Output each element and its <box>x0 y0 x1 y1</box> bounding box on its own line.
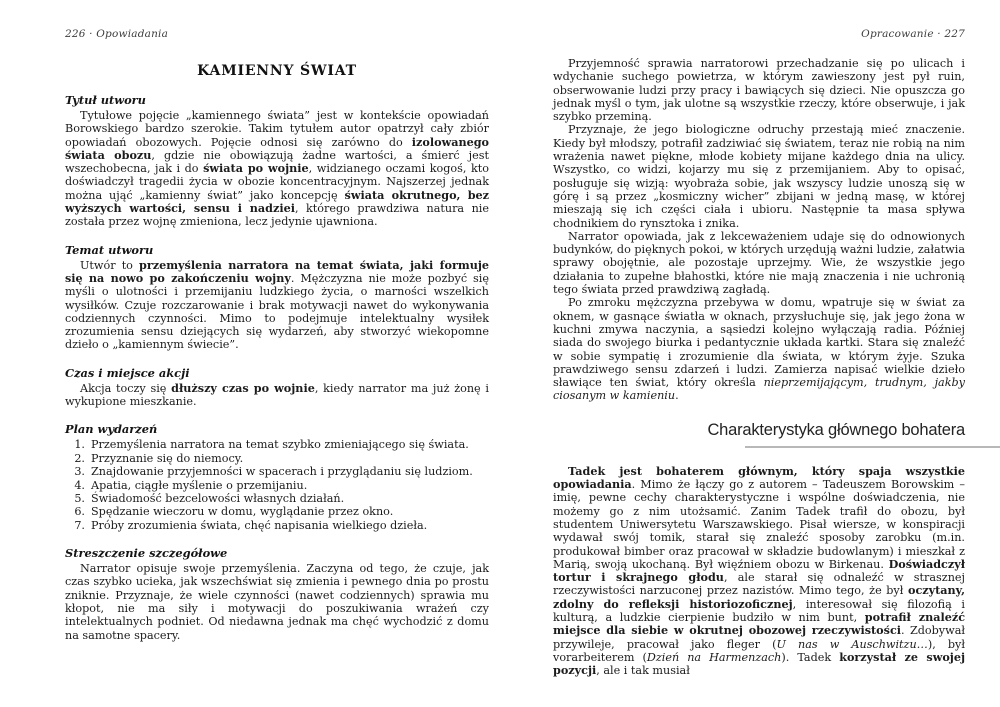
plan-list-item: 5. Świadomość bezcelowości własnych działań. <box>74 491 345 505</box>
page-left <box>65 28 489 642</box>
page-right <box>553 28 965 677</box>
paragraph-czas-i-miejsce: Akcja toczy się dłuższy czas po wojnie, kiedy narrator ma już żonę i wykupione mieszkanie. <box>65 380 489 409</box>
plan-list-item: 6. Spędzanie wieczoru w domu, wyglądanie przez okno. <box>74 505 394 519</box>
plan-list-item: 4. Apatia, ciągłe myślenie o przemijaniu. <box>74 478 308 492</box>
chapter-heading-charakterystyka: Charakterystyka głównego bohatera <box>707 420 965 439</box>
plan-list-item: 1. Przemyślenia narratora na temat szybko zmieniającego się świata. <box>74 438 469 452</box>
section-heading-streszczenie: Streszczenie szczegółowe <box>65 546 228 561</box>
plan-list-item: 3. Znajdowanie przyjemności w spacerach i przyglądaniu się ludziom. <box>74 465 473 479</box>
running-header-right: Opracowanie · 227 <box>861 28 965 40</box>
paragraph-tadek: Tadek jest bohaterem głównym, który spaja wszystkie opowiadania. Mimo że łączy go z autorem – Tadeuszem Borowskim – imię, pewne cechy charakterystyczne i wspólne doświadczenia, nie możemy go z nim utożsamić. Zanim Tadek trafił do obozu, był studentem Uniwersytetu Warszawskiego. Pisał wiersze, w konspiracji wydawał swój tomik, starał się znaleźć sposoby zarobku (m.in. produkował bimber oraz pracował w składzie budowlanym) i mieszkał z Marią, swoją ukochaną. Był więźniem obozu w Birkenau. Doświadczył tortur i skrajnego głodu, ale starał się odnaleźć w strasznej rzeczywistości narzuconej przez nazistów. Mimo tego, że był oczytany, zdolny do refleksji historiozoficznej, interesował się filozofią i kulturą, a ludzkie cierpienie budziło w nim bunt, potrafił znaleźć miejsce dla siebie w okrutnej obozowej rzeczywistości. Zdobywał przywileje, pracował jako fleger (U nas w Auschwitzu…), był vorarbeiterem (Dzień na Harmenzach). Tadek korzystał ze swojej pozycji, ale i tak musiał <box>553 463 966 678</box>
section-heading-temat-utworu: Temat utworu <box>65 242 154 257</box>
section-heading-plan-wydarzen: Plan wydarzeń <box>65 422 158 437</box>
running-header-left: 226 · Opowiadania <box>65 28 169 40</box>
section-heading-tytul-utworu: Tytuł utworu <box>65 93 146 107</box>
paragraph-odruchy: Przyznaje, że jego biologiczne odruchy przestają mieć znaczenie. Kiedy był młodszy, potrafił zadziwiać się światem, teraz nie robią na nim wrażenia nawet piękne, młode kobiety mijane każdego dnia na ulicy. Wszystko, co widzi, kojarzy mu się z przemijaniem. Aby to opisać, posługuje się wizją: wyobraża sobie, jak wszyscy ludzie unoszą się w górę i są przez „kosmiczny wicher” zbijani w jedną masę, w której mieszają się ich części ciała i ubioru. Następnie ta masa spływa chodnikiem do rynsztoka i znika. <box>553 123 965 230</box>
paragraph-tytul-utworu: Tytułowe pojęcie „kamiennego świata” jest w kontekście opowiadań Borowskiego bardzo szerokie. Takim tytułem autor opatrzył cały zbiór opowiadań obozowych. Pojęcie odnosi się zarówno do izolowanego świata obozu, gdzie nie obowiązują żadne wartości, a śmierć jest wszechobecna, jak i do świata po wojnie, widzianego oczami kogoś, kto doświadczył tragedii życia w obozie koncentracyjnym. Najszerzej jednak można ująć „kamienny świat” jako koncepcję świata okrutnego, bez wyższych wartości, sensu i nadziei, którego prawdziwa natura nie została przez wojnę zmieniona, lecz jedynie ujawniona. <box>65 109 490 229</box>
plan-list-item: 7. Próby zrozumienia świata, chęć napisania wielkiego dzieła. <box>74 518 428 532</box>
section-heading-czas-i-miejsce: Czas i miejsce akcji <box>65 365 190 380</box>
paragraph-budynki: Narrator opowiada, jak z lekceważeniem udaje się do odnowionych budynków, do pięknych pokoi, w których urzędują ważni ludzie, załatwia sprawy obojętnie, ale pozostaje uprzejmy. Wie, że wszystkie jego działania to zupełne błahostki, które nie mają znaczenia i nie uchronią tego świata przed prawdziwą zagładą. <box>553 229 965 297</box>
plan-list-item: 2. Przyznanie się do niemocy. <box>74 451 244 465</box>
heading-rule <box>745 446 1000 448</box>
paragraph-streszczenie: Narrator opisuje swoje przemyślenia. Zaczyna od tego, że czuje, jak czas szybko ucieka, jak wszechświat się zmienia i pewnego dnia po prostu zniknie. Przyznaje, że wiele czynności (nawet codziennych) sprawia mu kłopot, nie ma siły i motywacji do poszukiwania wrażeń czy intelektualnych podniet. Od niedawna jednak ma chęć wychodzić z domu na samotne spacery. <box>65 562 489 642</box>
paragraph-spacery: Przyjemność sprawia narratorowi przechadzanie się po ulicach i wdychanie suchego powietrza, w którym zawieszony jest pył ruin, obserwowanie ludzi przy pracy i bawiących się dzieci. Nie opuszcza go jednak myśl o tym, jak ulotne są wszystkie rzeczy, które obserwuje, i jak szybko przeminą. <box>553 57 965 124</box>
plan-list <box>65 438 489 532</box>
paragraph-temat-utworu: Utwór to przemyślenia narratora na temat świata, jaki formuje się na nowo po zakończeniu wojny. Mężczyzna nie może pozbyć się myśli o ulotności i przemijaniu ludzkiego życia, o marności wszelkich wysiłków. Czuje rozczarowanie i brak motywacji nawet do wykonywania codziennych czynności. Mimo to podejmuje intelektualny wysiłek zrozumienia sensu dziejących się wydarzeń, aby stworzyć wiekopomne dzieło o „kamiennym świecie”. <box>65 257 489 352</box>
story-title: KAMIENNY ŚWIAT <box>197 63 357 79</box>
paragraph-po-zmroku: Po zmroku mężczyzna przebywa w domu, wpatruje się w świat za oknem, w gasnące światła w oknach, przysłuchuje się, jak jego żona w kuchni zmywa naczynia, a sąsiedzi kolejno wyłączają radia. Później siada do swojego biurka i pedantycznie układa kartki. Stara się znaleźć w sobie sympatię i zrozumienie dla świata, w którym żyje. Szuka prawdziwego sensu zdarzeń i ludzi. Zamierza napisać wielkie dzieło sławiące ten świat, który określa nieprzemijającym, trudnym, jakby ciosanym w kamieniu. <box>553 296 965 403</box>
